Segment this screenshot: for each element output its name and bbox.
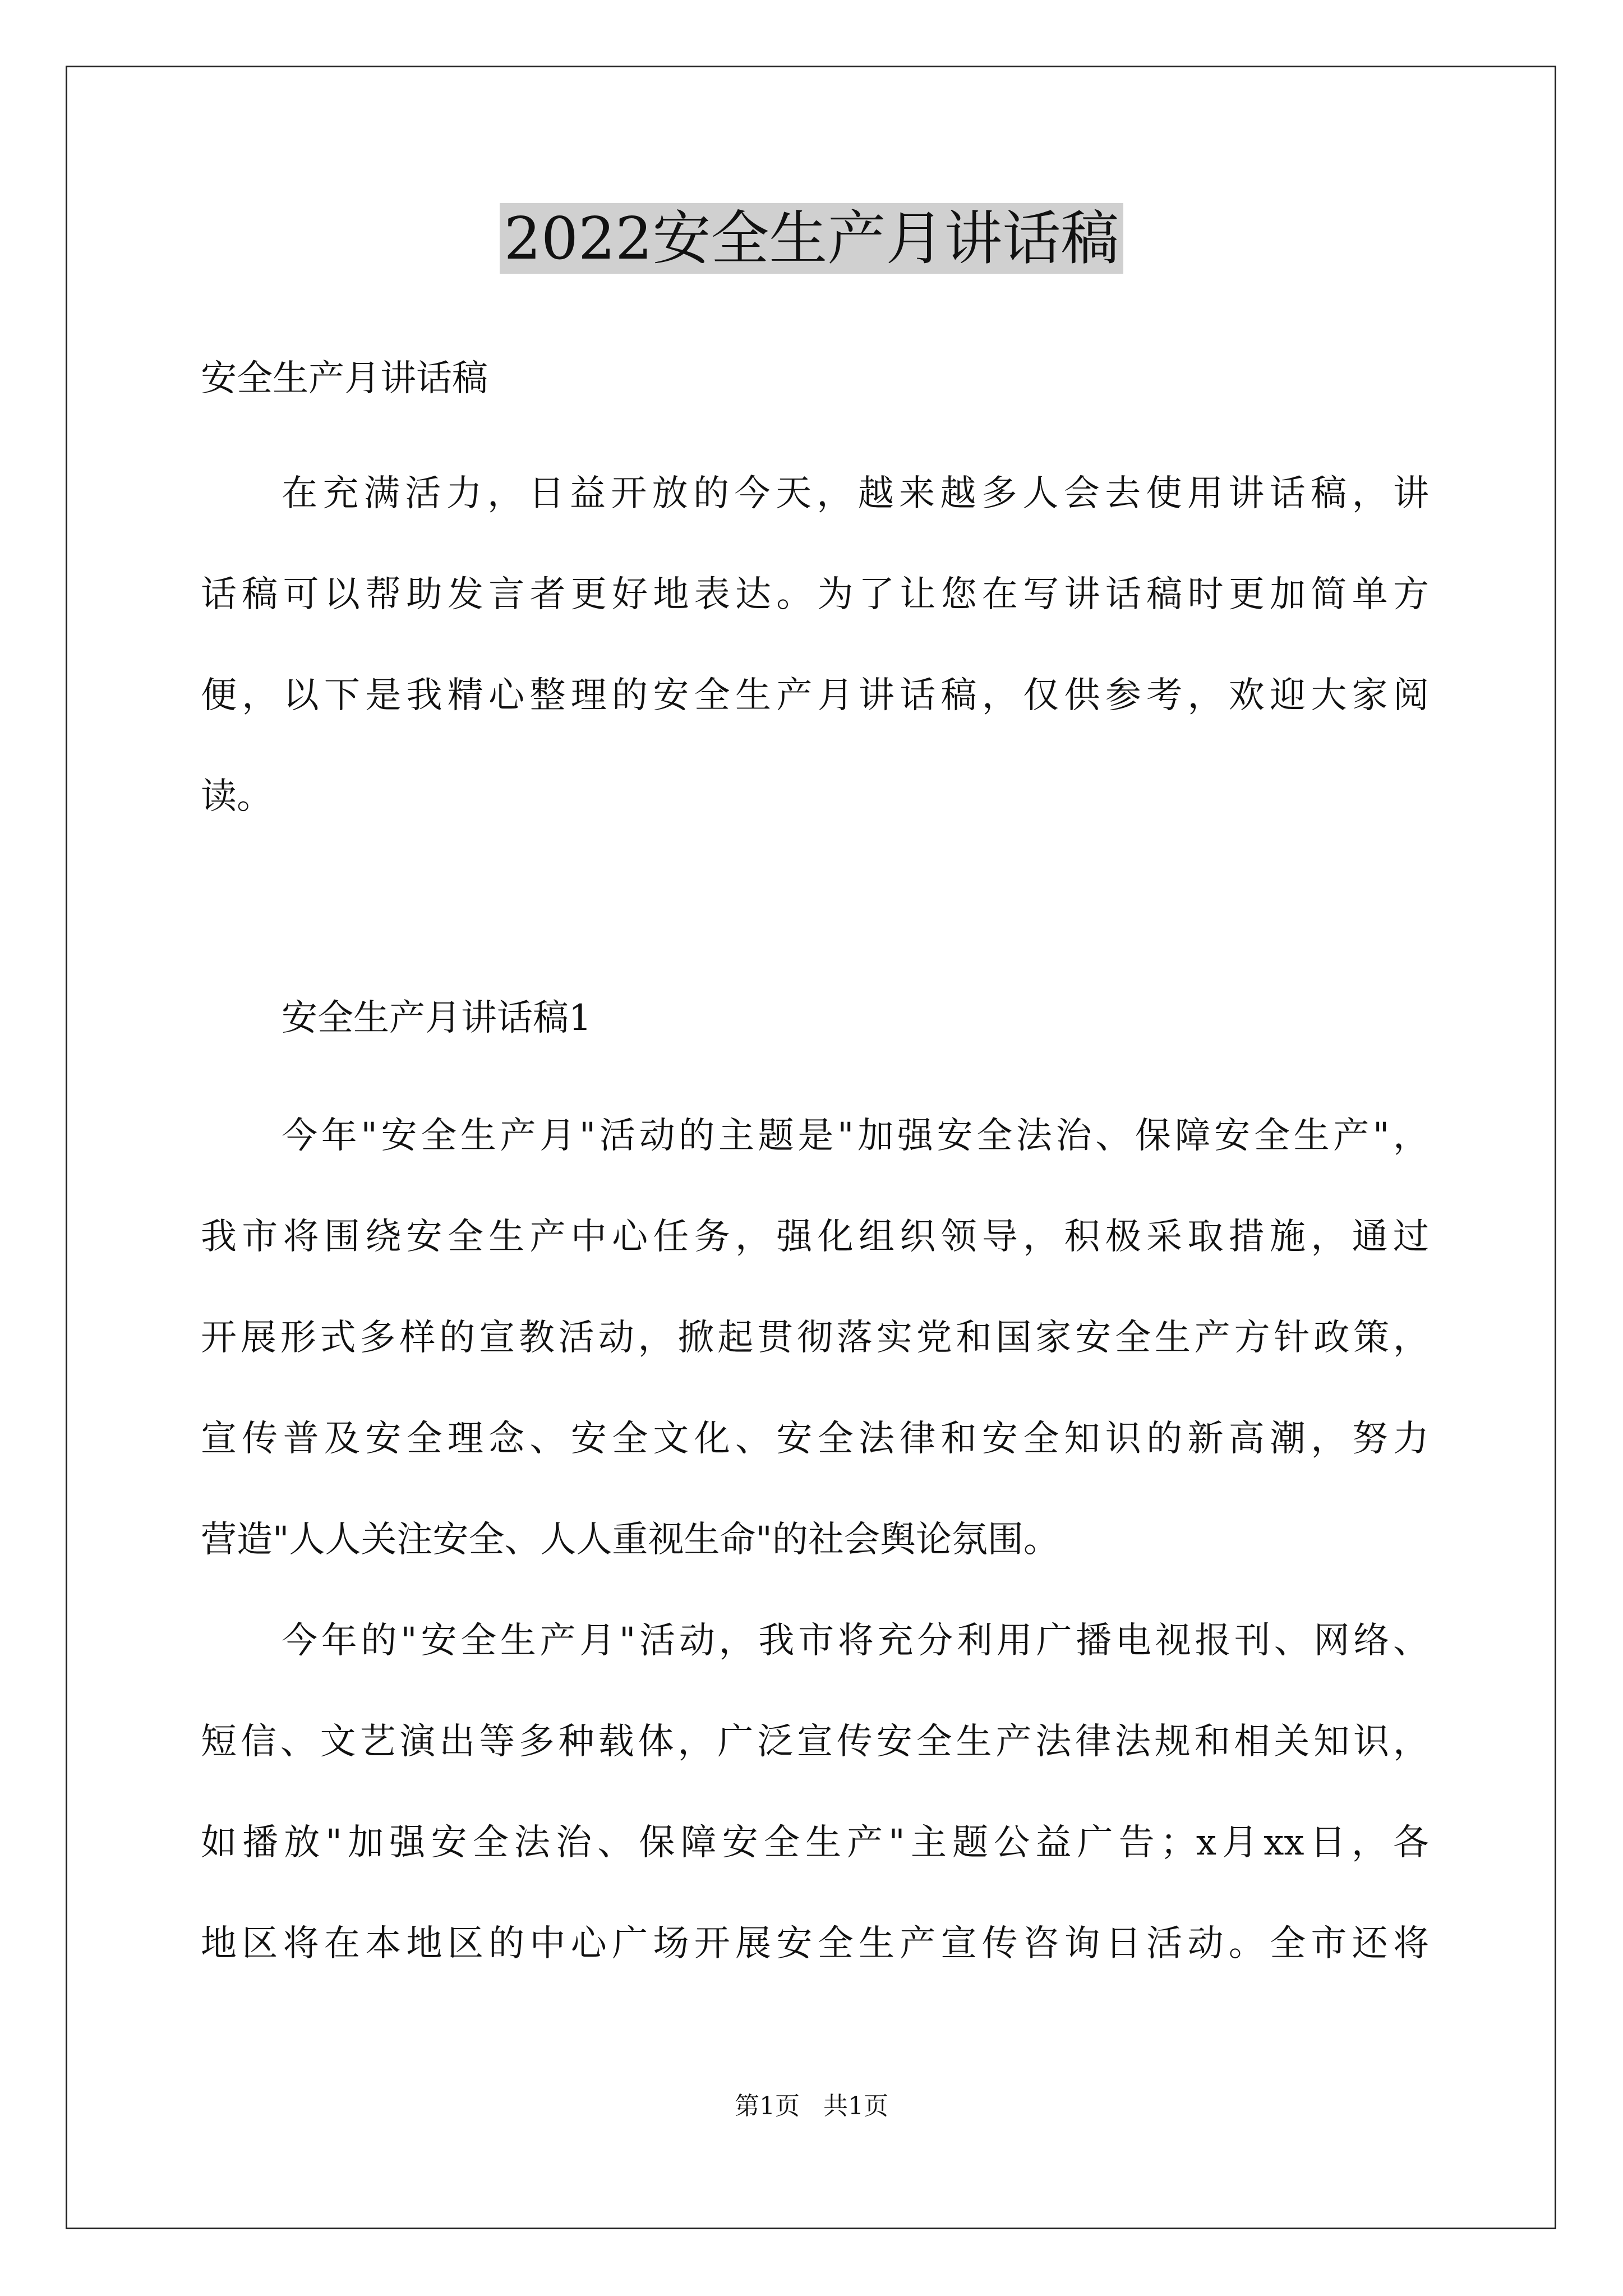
document-title (0, 202, 1623, 275)
paragraph-line: 短信、文艺演出等多种载体，广泛宣传安全生产法律法规和相关知识， (201, 1721, 1429, 1763)
page-footer: 第1页 共1页 (735, 2092, 888, 2120)
paragraph-line: 如播放"加强安全法治、保障安全生产"主题公益广告；x月xx日，各 (201, 1822, 1429, 1864)
paragraph-line: 今年的"安全生产月"活动，我市将充分利用广播电视报刊、网络、 (282, 1620, 1429, 1662)
paragraph-line: 我市将围绕安全生产中心任务，强化组织领导，积极采取措施，通过 (201, 1216, 1429, 1258)
document-title-text: 2022安全生产月讲话稿 (500, 203, 1124, 274)
document-subtitle: 安全生产月讲话稿 (201, 358, 488, 399)
intro-paragraph (201, 443, 1429, 847)
paragraph-line: 地区将在本地区的中心广场开展安全生产宣传咨询日活动。全市还将 (201, 1923, 1429, 1964)
paragraph-line: 宣传普及安全理念、安全文化、安全法律和安全知识的新高潮，努力 (201, 1418, 1429, 1460)
section-heading: 安全生产月讲话稿1 (282, 997, 592, 1039)
paragraph-line: 营造"人人关注安全、人人重视生命"的社会舆论氛围。 (201, 1519, 1059, 1561)
section-paragraph-2 (201, 1590, 1429, 1994)
section-paragraph-1 (201, 1085, 1429, 1590)
paragraph-line: 便，以下是我精心整理的安全生产月讲话稿，仅供参考，欢迎大家阅 (201, 675, 1429, 716)
paragraph-line: 开展形式多样的宣教活动，掀起贯彻落实党和国家安全生产方针政策， (201, 1317, 1429, 1359)
paragraph-line: 今年"安全生产月"活动的主题是"加强安全法治、保障安全生产"， (282, 1115, 1429, 1157)
paragraph-line: 话稿可以帮助发言者更好地表达。为了让您在写讲话稿时更加简单方 (201, 574, 1429, 615)
paragraph-line: 读。 (201, 776, 273, 817)
paragraph-line: 在充满活力，日益开放的今天，越来越多人会去使用讲话稿，讲 (282, 473, 1429, 514)
